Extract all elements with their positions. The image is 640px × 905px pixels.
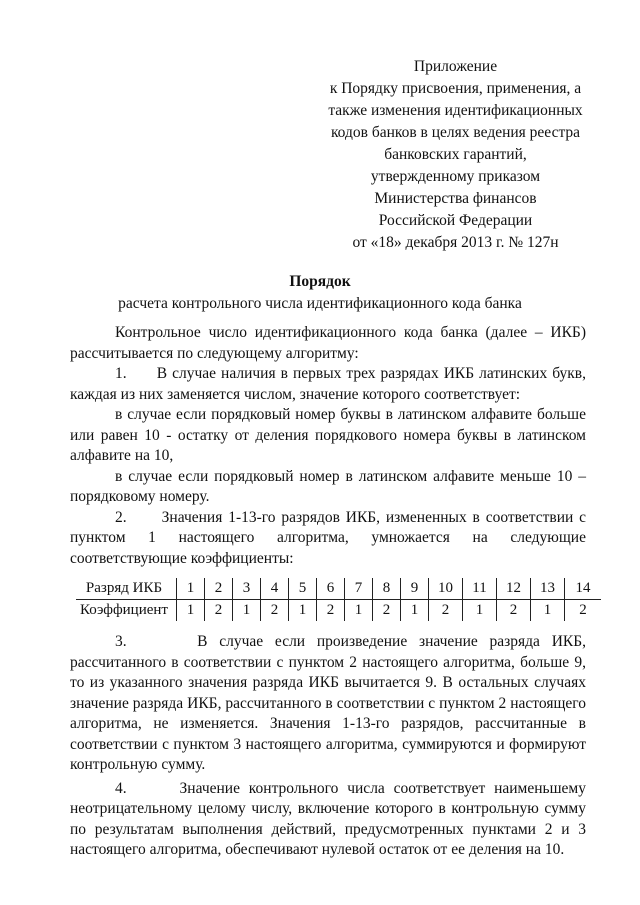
document-title: Порядок [289, 273, 351, 290]
table-cell: 11 [463, 578, 497, 600]
appendix-line: кодов банков в целях ведения реестра [330, 124, 581, 141]
table-cell: 2 [497, 600, 531, 622]
table-cell: 2 [429, 600, 463, 622]
table-cell: 2 [261, 600, 289, 622]
appendix-line: от «18» декабря 2013 г. № 127н [352, 234, 559, 251]
item-1-paragraph: 1. В случае наличия в первых трех разрядах ИКБ латинских букв, каждая из них заменяется числом, значение которого соответствует: [70, 365, 586, 403]
appendix-line: Министерства финансов [374, 190, 537, 207]
table-cell: 1 [401, 600, 429, 622]
table-cell: 2 [205, 578, 233, 600]
body-section-1 [70, 323, 586, 569]
document-subtitle: расчета контрольного числа идентификационного кода банка [118, 295, 522, 312]
appendix-line: также изменения идентификационных [328, 102, 583, 119]
table-cell: 1 [463, 600, 497, 622]
appendix-line: к Порядку присвоения, применения, а [329, 80, 582, 97]
table-cell: 1 [289, 600, 317, 622]
table-cell: 1 [233, 600, 261, 622]
table-cell: 10 [429, 578, 463, 600]
table-row-coefficients [76, 600, 601, 622]
table-cell: 1 [345, 600, 373, 622]
table-cell: 2 [373, 600, 401, 622]
table-cell: 14 [565, 578, 602, 600]
row-header-coefficients: Коэффициент [80, 602, 168, 618]
table-cell: 8 [373, 578, 401, 600]
table-row-digits [76, 578, 601, 600]
table-cell: 1 [177, 600, 205, 622]
body-section-2 [70, 632, 586, 861]
table-cell: 13 [531, 578, 565, 600]
table-cell: 1 [531, 600, 565, 622]
row-header-digits: Разряд ИКБ [76, 578, 177, 600]
appendix-header [318, 56, 593, 254]
table-cell: 2 [205, 600, 233, 622]
document-title-block [0, 271, 640, 315]
item-3-paragraph: 3. В случае если произведение значение разряда ИКБ, рассчитанного в соответствии с пунктом 2 настоящего алгоритма, больше 9, то из указанного значения разряда ИКБ вычитается 9. В остальных случаях значение разряда ИКБ, рассчитанного в соответствии с пунктом 2 настоящего алгоритма, не изменяется. Значения 1-13-го разрядов, рассчитанные в соответствии с пунктом 3 настоящего алгоритма, суммируются и формируют контрольную сумму. [70, 633, 586, 773]
table-cell: 1 [177, 578, 205, 600]
appendix-line: Приложение [413, 58, 498, 75]
table-cell: 6 [317, 578, 345, 600]
appendix-line: Российской Федерации [378, 212, 533, 229]
table-cell: 7 [345, 578, 373, 600]
item-2-paragraph: 2. Значения 1-13-го разрядов ИКБ, измененных в соответствии с пунктом 1 настоящего алгоритма, умножается на следующие соответствующие коэффициенты: [70, 508, 586, 567]
item-4-paragraph: 4. Значение контрольного числа соответствует наименьшему неотрицательному целому числу, включение которого в контрольную сумму по результатам выполнения действий, предусмотренных пунктами 2 и 3 настоящего алгоритма, обеспечивают нулевой остаток от ее деления на 10. [70, 779, 586, 858]
table-cell: 3 [233, 578, 261, 600]
appendix-line: утвержденному приказом [370, 168, 541, 185]
table-cell: 2 [565, 600, 602, 622]
table-cell: 4 [261, 578, 289, 600]
coefficient-table [76, 578, 601, 621]
table-cell: 2 [317, 600, 345, 622]
item-1-case-b: в случае если порядковый номер в латинском алфавите меньше 10 – порядковому номеру. [70, 467, 586, 505]
table-cell: 5 [289, 578, 317, 600]
item-1-case-a: в случае если порядковый номер буквы в латинском алфавите больше или равен 10 - остатку от деления порядкового номера буквы в латинском алфавите на 10, [70, 406, 586, 464]
table-cell: 12 [497, 578, 531, 600]
table-cell: 9 [401, 578, 429, 600]
intro-paragraph: Контрольное число идентификационного кода банка (далее – ИКБ) рассчитывается по следующему алгоритму: [70, 324, 586, 362]
appendix-line: банковских гарантий, [384, 146, 527, 163]
